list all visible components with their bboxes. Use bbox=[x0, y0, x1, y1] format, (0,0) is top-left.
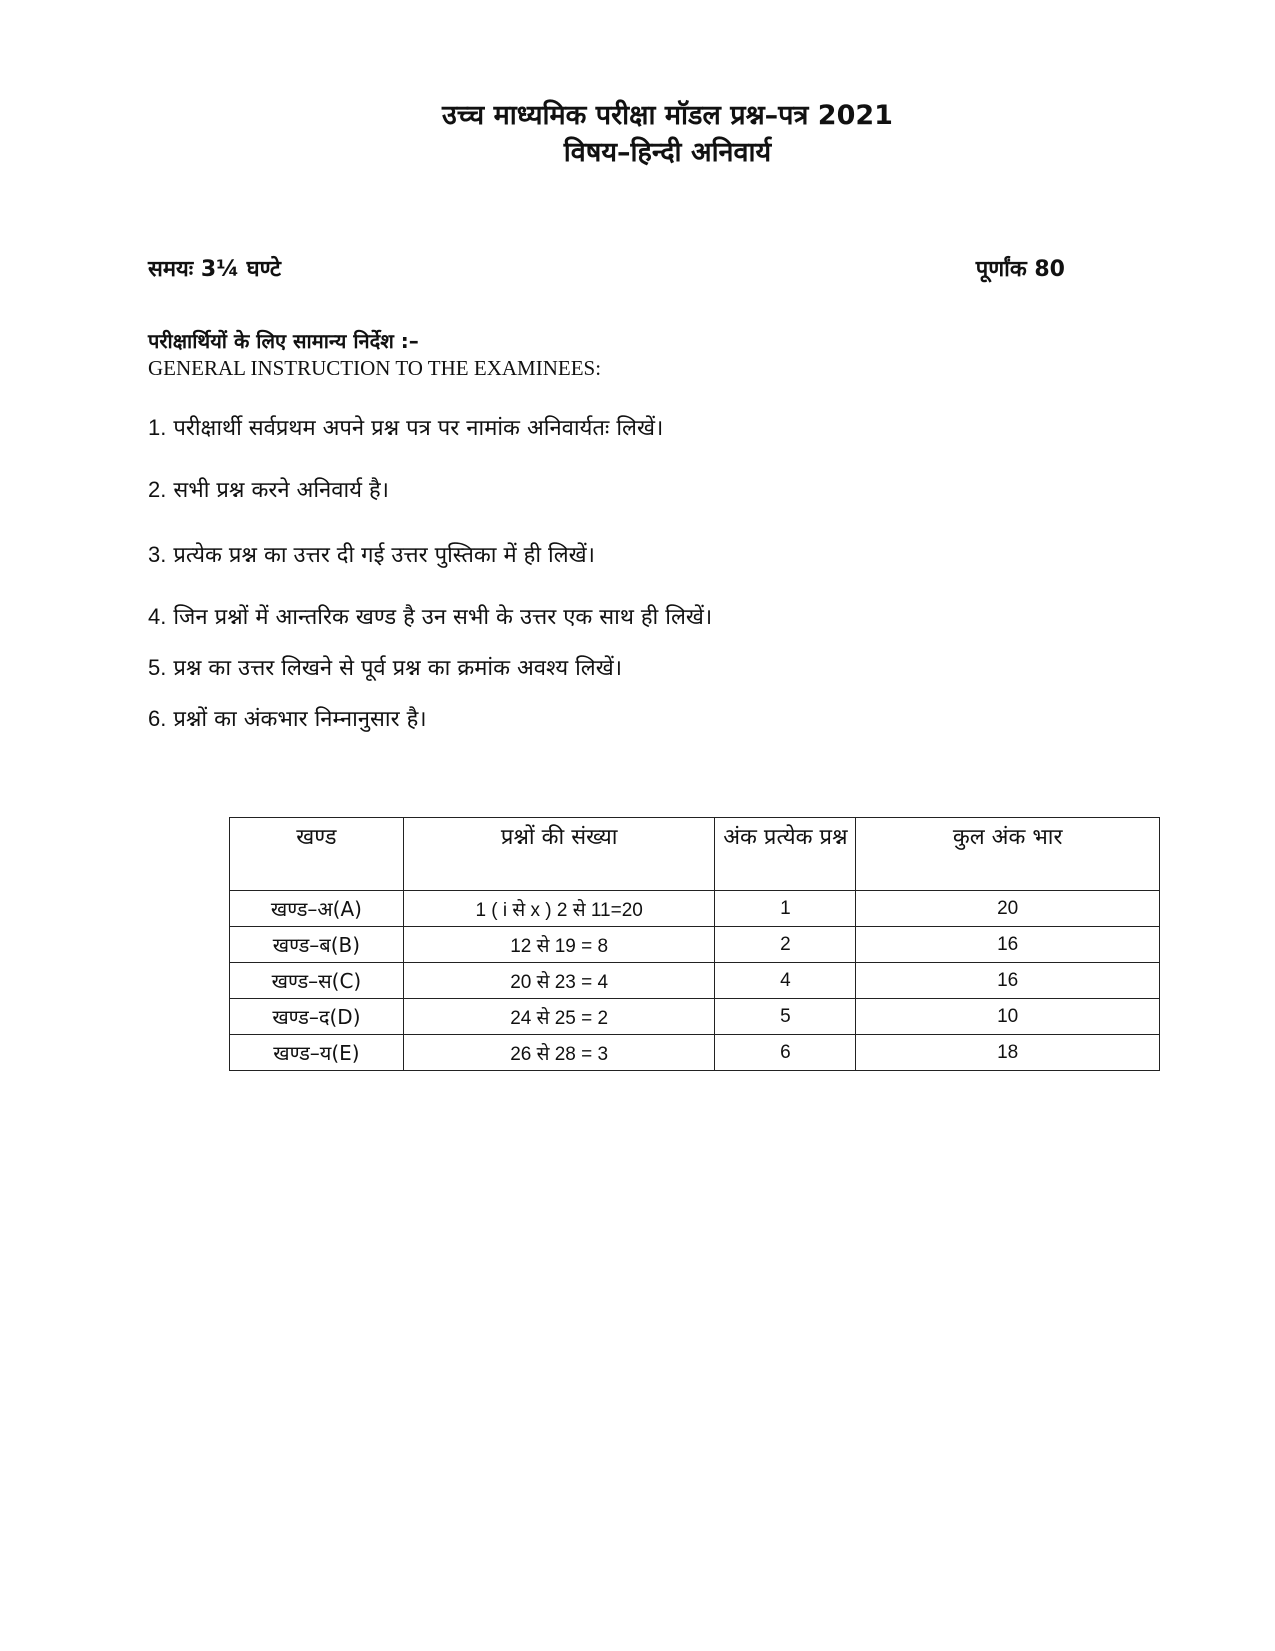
table-row bbox=[230, 927, 1160, 963]
instructions-heading: परीक्षार्थियों के लिए सामान्य निर्देश :– bbox=[148, 329, 419, 353]
instruction-item bbox=[148, 601, 712, 631]
column-header-question-count: प्रश्नों की संख्या bbox=[403, 818, 715, 891]
cell-marks-each: 6 bbox=[715, 1035, 856, 1071]
cell-questions: 26 से 28 = 3 bbox=[403, 1035, 715, 1071]
cell-questions: 24 से 25 = 2 bbox=[403, 999, 715, 1035]
cell-marks-each: 2 bbox=[715, 927, 856, 963]
table-row bbox=[230, 891, 1160, 927]
cell-total: 18 bbox=[856, 1035, 1160, 1071]
page-title: उच्च माध्यमिक परीक्षा मॉडल प्रश्न–पत्र 2021 bbox=[442, 100, 893, 131]
cell-section: खण्ड–य(E) bbox=[230, 1035, 404, 1071]
column-header-marks-each: अंक प्रत्येक प्रश्न bbox=[715, 818, 856, 891]
cell-marks-each: 1 bbox=[715, 891, 856, 927]
table-header-row bbox=[230, 818, 1160, 891]
cell-marks-each: 4 bbox=[715, 963, 856, 999]
cell-questions: 12 से 19 = 8 bbox=[403, 927, 715, 963]
cell-section: खण्ड–स(C) bbox=[230, 963, 404, 999]
instruction-item bbox=[148, 539, 595, 569]
subject-title: विषय–हिन्दी अनिवार्य bbox=[563, 137, 772, 168]
cell-marks-each: 5 bbox=[715, 999, 856, 1035]
table-row bbox=[230, 999, 1160, 1035]
instruction-number: 6. bbox=[148, 706, 167, 731]
instruction-text: सभी प्रश्न करने अनिवार्य है। bbox=[173, 478, 389, 503]
instruction-number: 1. bbox=[148, 415, 167, 440]
cell-section: खण्ड–अ(A) bbox=[230, 891, 404, 927]
cell-questions: 20 से 23 = 4 bbox=[403, 963, 715, 999]
max-marks: पूर्णांक 80 bbox=[975, 257, 1065, 282]
instruction-number: 5. bbox=[148, 655, 167, 680]
instruction-item bbox=[148, 652, 622, 682]
instruction-text: प्रश्न का उत्तर लिखने से पूर्व प्रश्न का क्रमांक अवश्य लिखें। bbox=[173, 656, 623, 681]
instruction-item bbox=[148, 412, 663, 442]
instruction-text: परीक्षार्थी सर्वप्रथम अपने प्रश्न पत्र पर नामांक अनिवार्यतः लिखें। bbox=[173, 416, 664, 441]
instruction-text: प्रत्येक प्रश्न का उत्तर दी गई उत्तर पुस्तिका में ही लिखें। bbox=[173, 543, 595, 568]
cell-total: 10 bbox=[856, 999, 1160, 1035]
instruction-text: जिन प्रश्नों में आन्तरिक खण्ड है उन सभी के उत्तर एक साथ ही लिखें। bbox=[173, 605, 713, 630]
cell-section: खण्ड–ब(B) bbox=[230, 927, 404, 963]
instruction-number: 3. bbox=[148, 542, 167, 567]
instruction-item bbox=[148, 474, 389, 504]
instruction-item bbox=[148, 703, 427, 733]
exam-time: समयः 3¼ घण्टे bbox=[148, 257, 281, 282]
instruction-number: 2. bbox=[148, 477, 167, 502]
table-row bbox=[230, 963, 1160, 999]
instruction-text: प्रश्नों का अंकभार निम्नानुसार है। bbox=[173, 707, 427, 732]
cell-questions: 1 ( i से x ) 2 से 11=20 bbox=[403, 891, 715, 927]
marks-table bbox=[229, 817, 1160, 1071]
instruction-number: 4. bbox=[148, 604, 167, 629]
cell-total: 16 bbox=[856, 963, 1160, 999]
cell-total: 20 bbox=[856, 891, 1160, 927]
table-row bbox=[230, 1035, 1160, 1071]
cell-section: खण्ड–द(D) bbox=[230, 999, 404, 1035]
instructions-heading-english: GENERAL INSTRUCTION TO THE EXAMINEES: bbox=[148, 356, 602, 380]
column-header-total-marks: कुल अंक भार bbox=[856, 818, 1160, 891]
column-header-section: खण्ड bbox=[230, 818, 404, 891]
cell-total: 16 bbox=[856, 927, 1160, 963]
